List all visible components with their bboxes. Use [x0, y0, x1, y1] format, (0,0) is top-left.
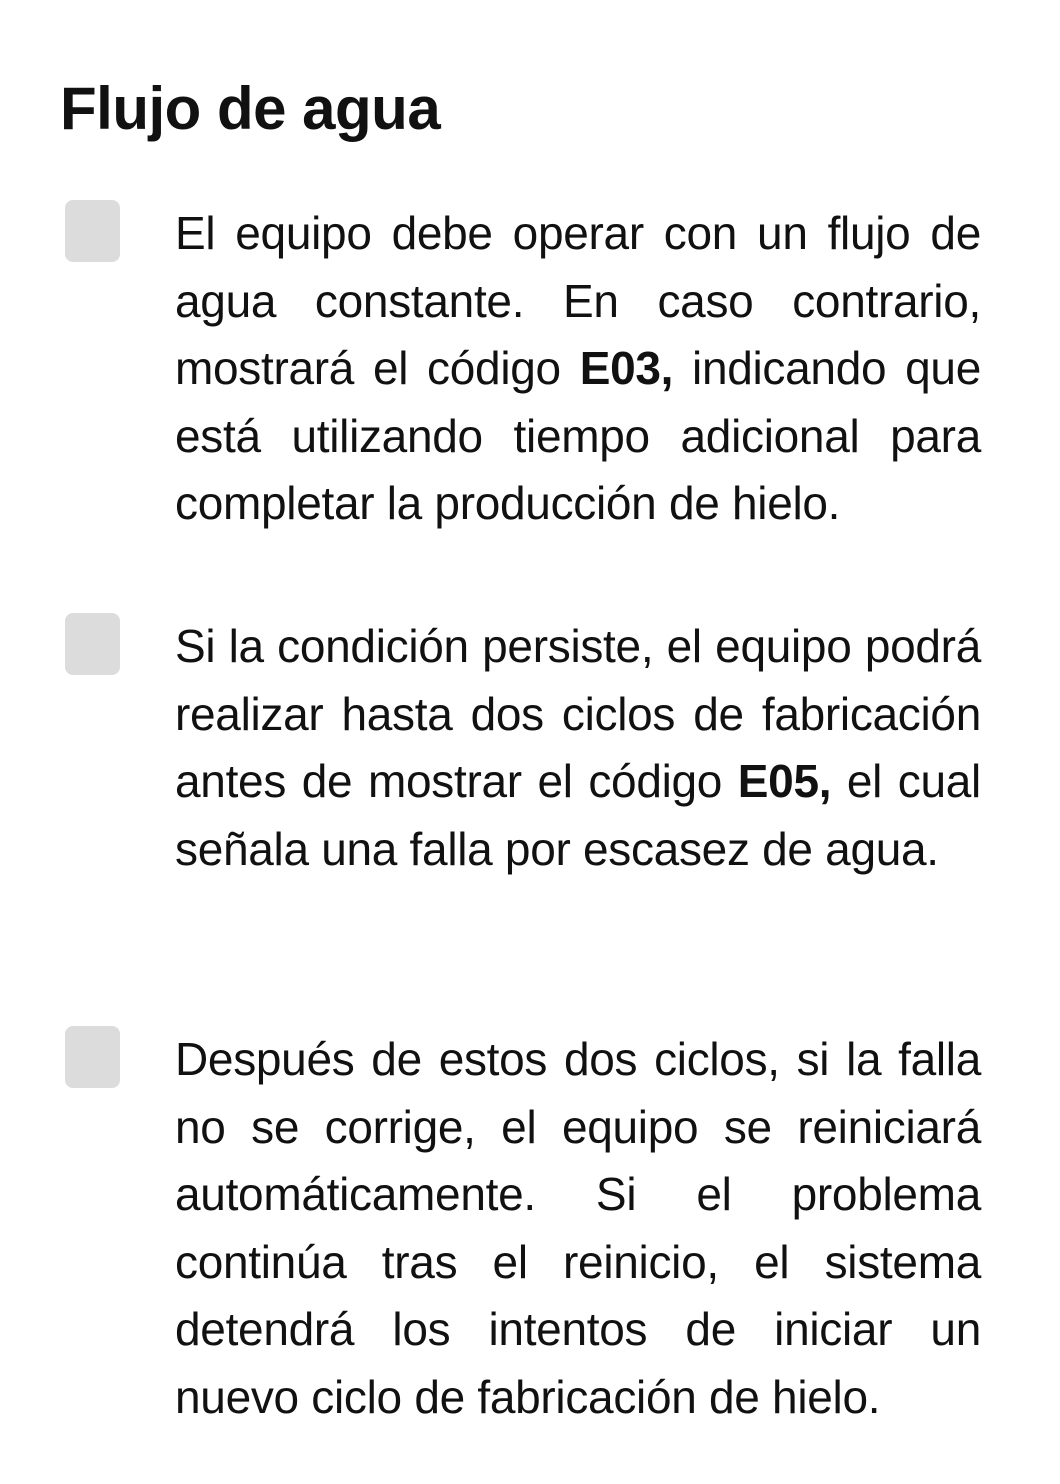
- checkbox[interactable]: [65, 200, 120, 262]
- item-text-after: indicando que está utilizando tiempo adicional para completar la producción de hielo.: [175, 342, 981, 529]
- item-text-before: Después de estos dos ciclos, si la falla no se corrige, el equipo se reiniciará automáticamente. Si el problema continúa tras el reinicio, el sistema detendrá los intentos de iniciar un nuevo ciclo de fabricación de hielo.: [175, 1033, 981, 1423]
- item-text: [175, 200, 981, 538]
- item-text-after: el cual señala una falla por escasez de agua.: [175, 755, 981, 875]
- item-text: [175, 613, 981, 883]
- error-code: E03,: [579, 342, 674, 394]
- error-code: E05,: [737, 755, 832, 807]
- checkbox[interactable]: [65, 613, 120, 675]
- item-text-before: Si la condición persiste, el equipo podrá realizar hasta dos ciclos de fabricación antes de mostrar el código: [175, 620, 981, 807]
- checkbox[interactable]: [65, 1026, 120, 1088]
- section-title: Flujo de agua: [60, 75, 441, 142]
- item-text: [175, 1026, 981, 1431]
- item-text-before: El equipo debe operar con un flujo de agua constante. En caso contrario, mostrará el código: [175, 207, 981, 394]
